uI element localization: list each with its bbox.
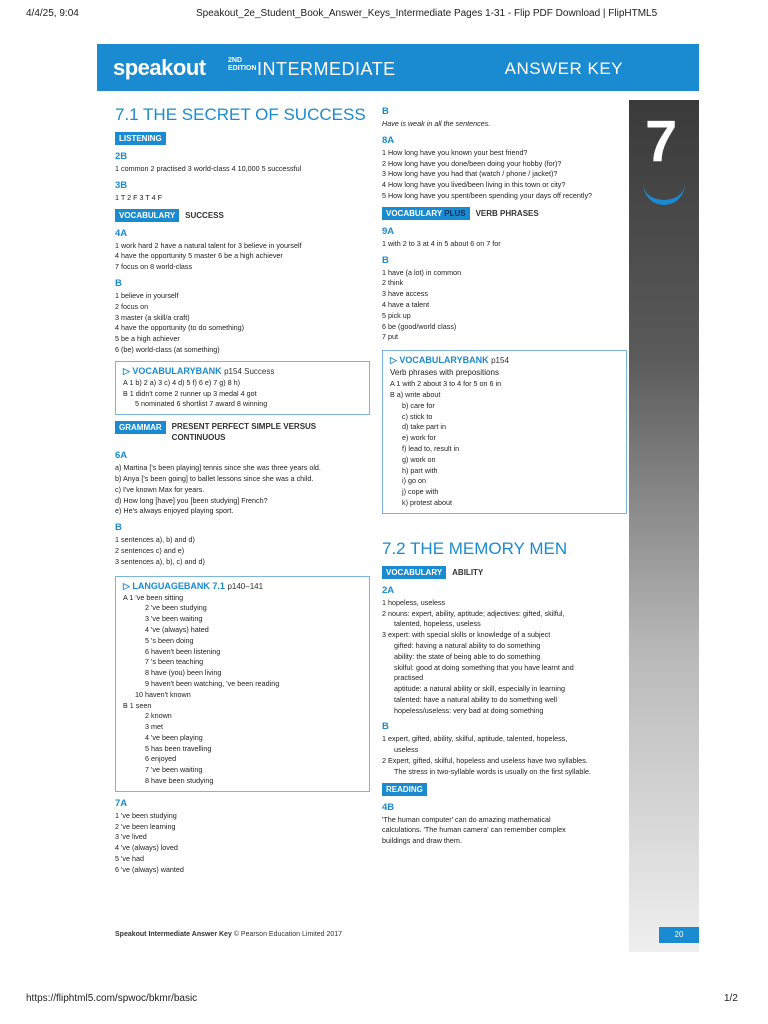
lbank-line: 7 's been teaching (145, 657, 204, 667)
vocabulary-bank-2-page: p154 (491, 356, 509, 366)
lbank-line: 8 have (you) been living (145, 668, 222, 678)
q6b-label: B (115, 522, 122, 534)
q8a-label: 8A (382, 134, 395, 146)
q4a-line: 7 focus on 8 world-class (115, 262, 193, 272)
print-datetime: 4/4/25, 9:04 (26, 8, 79, 19)
lbank-line: 6 haven't been listening (145, 646, 221, 656)
lbank-line: 8 have been studying (145, 776, 214, 786)
q6a-line: a) Martina ['s been playing] tennis since she was three years old. (115, 463, 321, 473)
q7a-line: 3 've lived (115, 832, 147, 842)
lbank-line: B 1 seen (123, 700, 152, 710)
vocabulary-bank-2-box (382, 350, 627, 514)
print-page-count: 1/2 (724, 993, 738, 1004)
lbank-line: 10 haven't known (135, 689, 191, 699)
lbank-line: 2 known (145, 711, 172, 721)
q2b-label: 2B (115, 151, 128, 162)
q6b-line: 2 sentences c) and e) (115, 545, 185, 555)
q72-2a-line: talented, hopeless, useless (394, 619, 481, 629)
vbank2-line: k) protest about (402, 497, 452, 507)
q3b-answer: 1 T 2 F 3 T 4 F (115, 192, 163, 202)
lbank-line: 3 met (145, 722, 163, 732)
q72-2a-line: skilful: good at doing something that you have learnt and (394, 662, 574, 672)
q4b-line: 4 have the opportunity (to do something) (115, 323, 245, 333)
q4a-line: 4 have the opportunity 5 master 6 be a high achiever (115, 251, 283, 261)
language-bank-page: p140–141 (227, 581, 264, 591)
q6a-line: e) He's always enjoyed playing sport. (115, 506, 234, 516)
vocabulary-subtitle: SUCCESS (185, 210, 224, 220)
vocabulary-plus-subtitle: VERB PHRASES (475, 208, 539, 218)
vocabulary-bank-box (115, 361, 370, 415)
vbank2-line: h) part with (402, 465, 438, 475)
lbank-line: 5 has been travelling (145, 743, 212, 753)
q9a-label: 9A (382, 225, 395, 237)
lbank-line: A 1 've been sitting (123, 592, 184, 602)
q4b-line: 1 believe in yourself (115, 290, 179, 300)
vbank2-line: A 1 with 2 about 3 to 4 for 5 on 6 in (390, 379, 502, 389)
footer-copyright: © Pearson Education Limited 2017 (233, 931, 343, 938)
q2b-answer: 1 common 2 practised 3 world-class 4 10,000 5 successful (115, 164, 302, 173)
q6a-line: c) I've known Max for years. (115, 484, 205, 494)
print-url: https://fliphtml5.com/spwoc/bkmr/basic (26, 993, 198, 1004)
q6a-line: d) How long [have] you [been studying] French? (115, 495, 268, 505)
q72-2a-line: practised (394, 673, 424, 683)
level-title: INTERMEDIATE (257, 59, 396, 79)
header-banner (97, 44, 699, 91)
vbank2-line: g) work on (402, 454, 436, 464)
q4b-line: 3 master (a skill/a craft) (115, 312, 190, 322)
vocabulary-ability-subtitle: ABILITY (452, 567, 484, 577)
q72-2b-line: 2 Expert, gifted, skilful, hopeless and useless have two syllables. (382, 756, 588, 766)
section-7-1-title: 7.1 THE SECRET OF SUCCESS (115, 105, 366, 124)
vbank2-line: c) stick to (402, 411, 433, 421)
q9b-line: 7 put (382, 332, 398, 342)
q8a-line: 5 How long have you spent/been spending your days off recently? (382, 190, 593, 200)
q72-2b-line: 1 expert, gifted, ability, skilful, aptitude, talented, hopeless, (382, 734, 568, 744)
vbank2-line: f) lead to, result in (402, 443, 460, 453)
q9b-label: B (382, 254, 389, 266)
q7a-line: 4 've (always) loved (115, 843, 178, 853)
q9b-line: 1 have (a lot) in common (382, 267, 462, 277)
q72-2a-label: 2A (382, 584, 395, 596)
brand-logo: speakout (113, 55, 206, 80)
print-page-title: Speakout_2e_Student_Book_Answer_Keys_Intermediate Pages 1-31 - Flip PDF Download | FlipHTML5 (196, 8, 658, 19)
page-footer (115, 931, 342, 938)
qb-answer: Have is weak in all the sentences. (382, 119, 491, 128)
q72-2b-line: useless (394, 745, 419, 755)
q72-2b-label: B (382, 721, 389, 733)
reading-tag: READING (382, 783, 427, 796)
q7a-line: 1 've been studying (115, 810, 177, 820)
play-triangle-icon: ▷ (390, 355, 400, 366)
q8a-line: 3 How long have you had that (watch / phone / jacket)? (382, 169, 558, 179)
vbank-line: 5 nominated 6 shortlist 7 award 8 winning (135, 399, 268, 409)
play-triangle-icon: ▷ (123, 365, 133, 376)
q6a-line: b) Anya ['s been going] to ballet lessons since she was a child. (115, 473, 314, 483)
grammar-tag: GRAMMAR (115, 421, 166, 434)
vbank2-line: j) cope with (402, 487, 439, 497)
vbank2-line: b) care for (402, 400, 435, 410)
q6a-label: 6A (115, 450, 128, 462)
lbank-line: 6 enjoyed (145, 754, 177, 764)
q8a-line: 2 How long have you done/been doing your hobby (for)? (382, 158, 562, 168)
q72-2a-line: aptitude: a natural ability or skill, especially in learning (394, 684, 565, 694)
lbank-line: 4 've (always) hated (145, 624, 209, 634)
q72-2a-line: 3 expert: with special skills or knowledge of a subject (382, 630, 551, 640)
q9b-line: 6 be (good/world class) (382, 321, 457, 331)
language-bank-box (115, 576, 370, 792)
lbank-line: 5 's been doing (145, 635, 194, 645)
unit-word: success (584, 368, 636, 557)
vbank2-line: d) take part in (402, 422, 446, 432)
vocabulary-bank-2-subtitle: Verb phrases with prepositions (390, 368, 499, 378)
language-bank-title: LANGUAGEBANK 7.1 (132, 580, 225, 591)
play-triangle-icon: ▷ (123, 580, 133, 591)
q9b-line: 2 think (382, 278, 404, 288)
q4b-line: 2 focus on (115, 301, 149, 311)
vocabulary-plus-plus: PLUS (444, 208, 466, 218)
unit-arc-icon (643, 180, 685, 205)
q8a-line: 4 How long have you lived/been living in this town or city? (382, 180, 566, 190)
q9b-line: 5 pick up (382, 310, 411, 320)
q6b-line: 3 sentences a), b), c) and d) (115, 556, 205, 566)
q72-2a-line: talented: have a natural ability to do something well (394, 694, 558, 704)
q9a-answer: 1 with 2 to 3 at 4 in 5 about 6 on 7 for (382, 238, 501, 248)
vbank2-line: B a) write about (390, 389, 441, 399)
document-page (97, 44, 699, 952)
vbank-line: B 1 didn't come 2 runner up 3 medal 4 got (123, 388, 257, 398)
right-column (382, 106, 627, 847)
vocabulary-tag: VOCABULARY (115, 209, 179, 222)
vbank2-line: e) work for (402, 433, 436, 443)
q72-2a-line: hopeless/useless: very bad at doing something (394, 705, 544, 715)
q4a-line: 1 work hard 2 have a natural talent for 3 believe in yourself (115, 240, 302, 250)
q4b-line: 5 be a high achiever (115, 334, 180, 344)
q4b-label: B (115, 277, 122, 289)
q72-2a-line: ability: the state of being able to do something (394, 651, 541, 661)
footer-title: Speakout Intermediate Answer Key (115, 931, 232, 938)
q72-4b-line: buildings and draw them. (382, 836, 462, 846)
listening-tag: LISTENING (115, 132, 166, 145)
vocabulary-bank-title: VOCABULARYBANK (132, 365, 222, 376)
vocabulary-ability-tag: VOCABULARY (382, 566, 446, 579)
q9b-line: 4 have a talent (382, 299, 430, 309)
vbank-line: A 1 b) 2 a) 3 c) 4 d) 5 f) 6 e) 7 g) 8 h) (123, 377, 241, 387)
q7a-line: 6 've (always) wanted (115, 864, 184, 874)
answer-key-title: ANSWER KEY (504, 59, 623, 78)
vbank2-line: i) go on (402, 476, 426, 486)
unit-number: 7 (645, 109, 678, 174)
q72-4b-line: 'The human computer' can do amazing mathematical (382, 814, 551, 824)
lbank-line: 9 haven't been watching, 've been reading (145, 678, 280, 688)
grammar-subtitle-2: CONTINUOUS (171, 433, 226, 443)
left-column (115, 104, 370, 876)
q72-2b-line: The stress in two-syllable words is usually on the first syllable. (394, 766, 591, 776)
q72-4b-line: calculations. 'The human camera' can remember complex (382, 825, 566, 835)
q7a-line: 5 've had (115, 854, 144, 864)
q72-2a-line: 1 hopeless, useless (382, 597, 446, 607)
lbank-line: 3 've been waiting (145, 614, 203, 624)
grammar-subtitle-1: PRESENT PERFECT SIMPLE VERSUS (171, 422, 317, 432)
lbank-line: 2 've been studying (145, 603, 207, 613)
q7a-line: 2 've been learning (115, 821, 176, 831)
lbank-line: 4 've been playing (145, 732, 203, 742)
q3b-label: 3B (115, 179, 128, 191)
unit-side-panel (584, 100, 699, 952)
q72-4b-label: 4B (382, 801, 395, 813)
edition-label: 2ND EDITION (228, 57, 257, 72)
q7a-label: 7A (115, 797, 128, 809)
q72-2a-line: 2 nouns: expert, ability, aptitude; adjectives: gifted, skilful, (382, 608, 565, 618)
q6b-line: 1 sentences a), b) and d) (115, 535, 195, 545)
section-7-2-title: 7.2 THE MEMORY MEN (382, 538, 568, 558)
vocabulary-plus-word: VOCABULARY (386, 208, 443, 218)
qb-label: B (382, 106, 389, 117)
q9b-line: 3 have access (382, 289, 428, 299)
q4b-line: 6 (be) world-class (at something) (115, 344, 220, 354)
vocabulary-bank-2-title: VOCABULARYBANK (399, 355, 489, 366)
page-number: 20 (659, 927, 699, 943)
q72-2a-line: gifted: having a natural ability to do something (394, 640, 541, 650)
vocabulary-bank-page: p154 Success (224, 366, 275, 376)
lbank-line: 7 've been waiting (145, 765, 203, 775)
vocabulary-plus-tag (382, 207, 470, 220)
q8a-line: 1 How long have you known your best friend? (382, 147, 528, 157)
q4a-label: 4A (115, 227, 128, 239)
